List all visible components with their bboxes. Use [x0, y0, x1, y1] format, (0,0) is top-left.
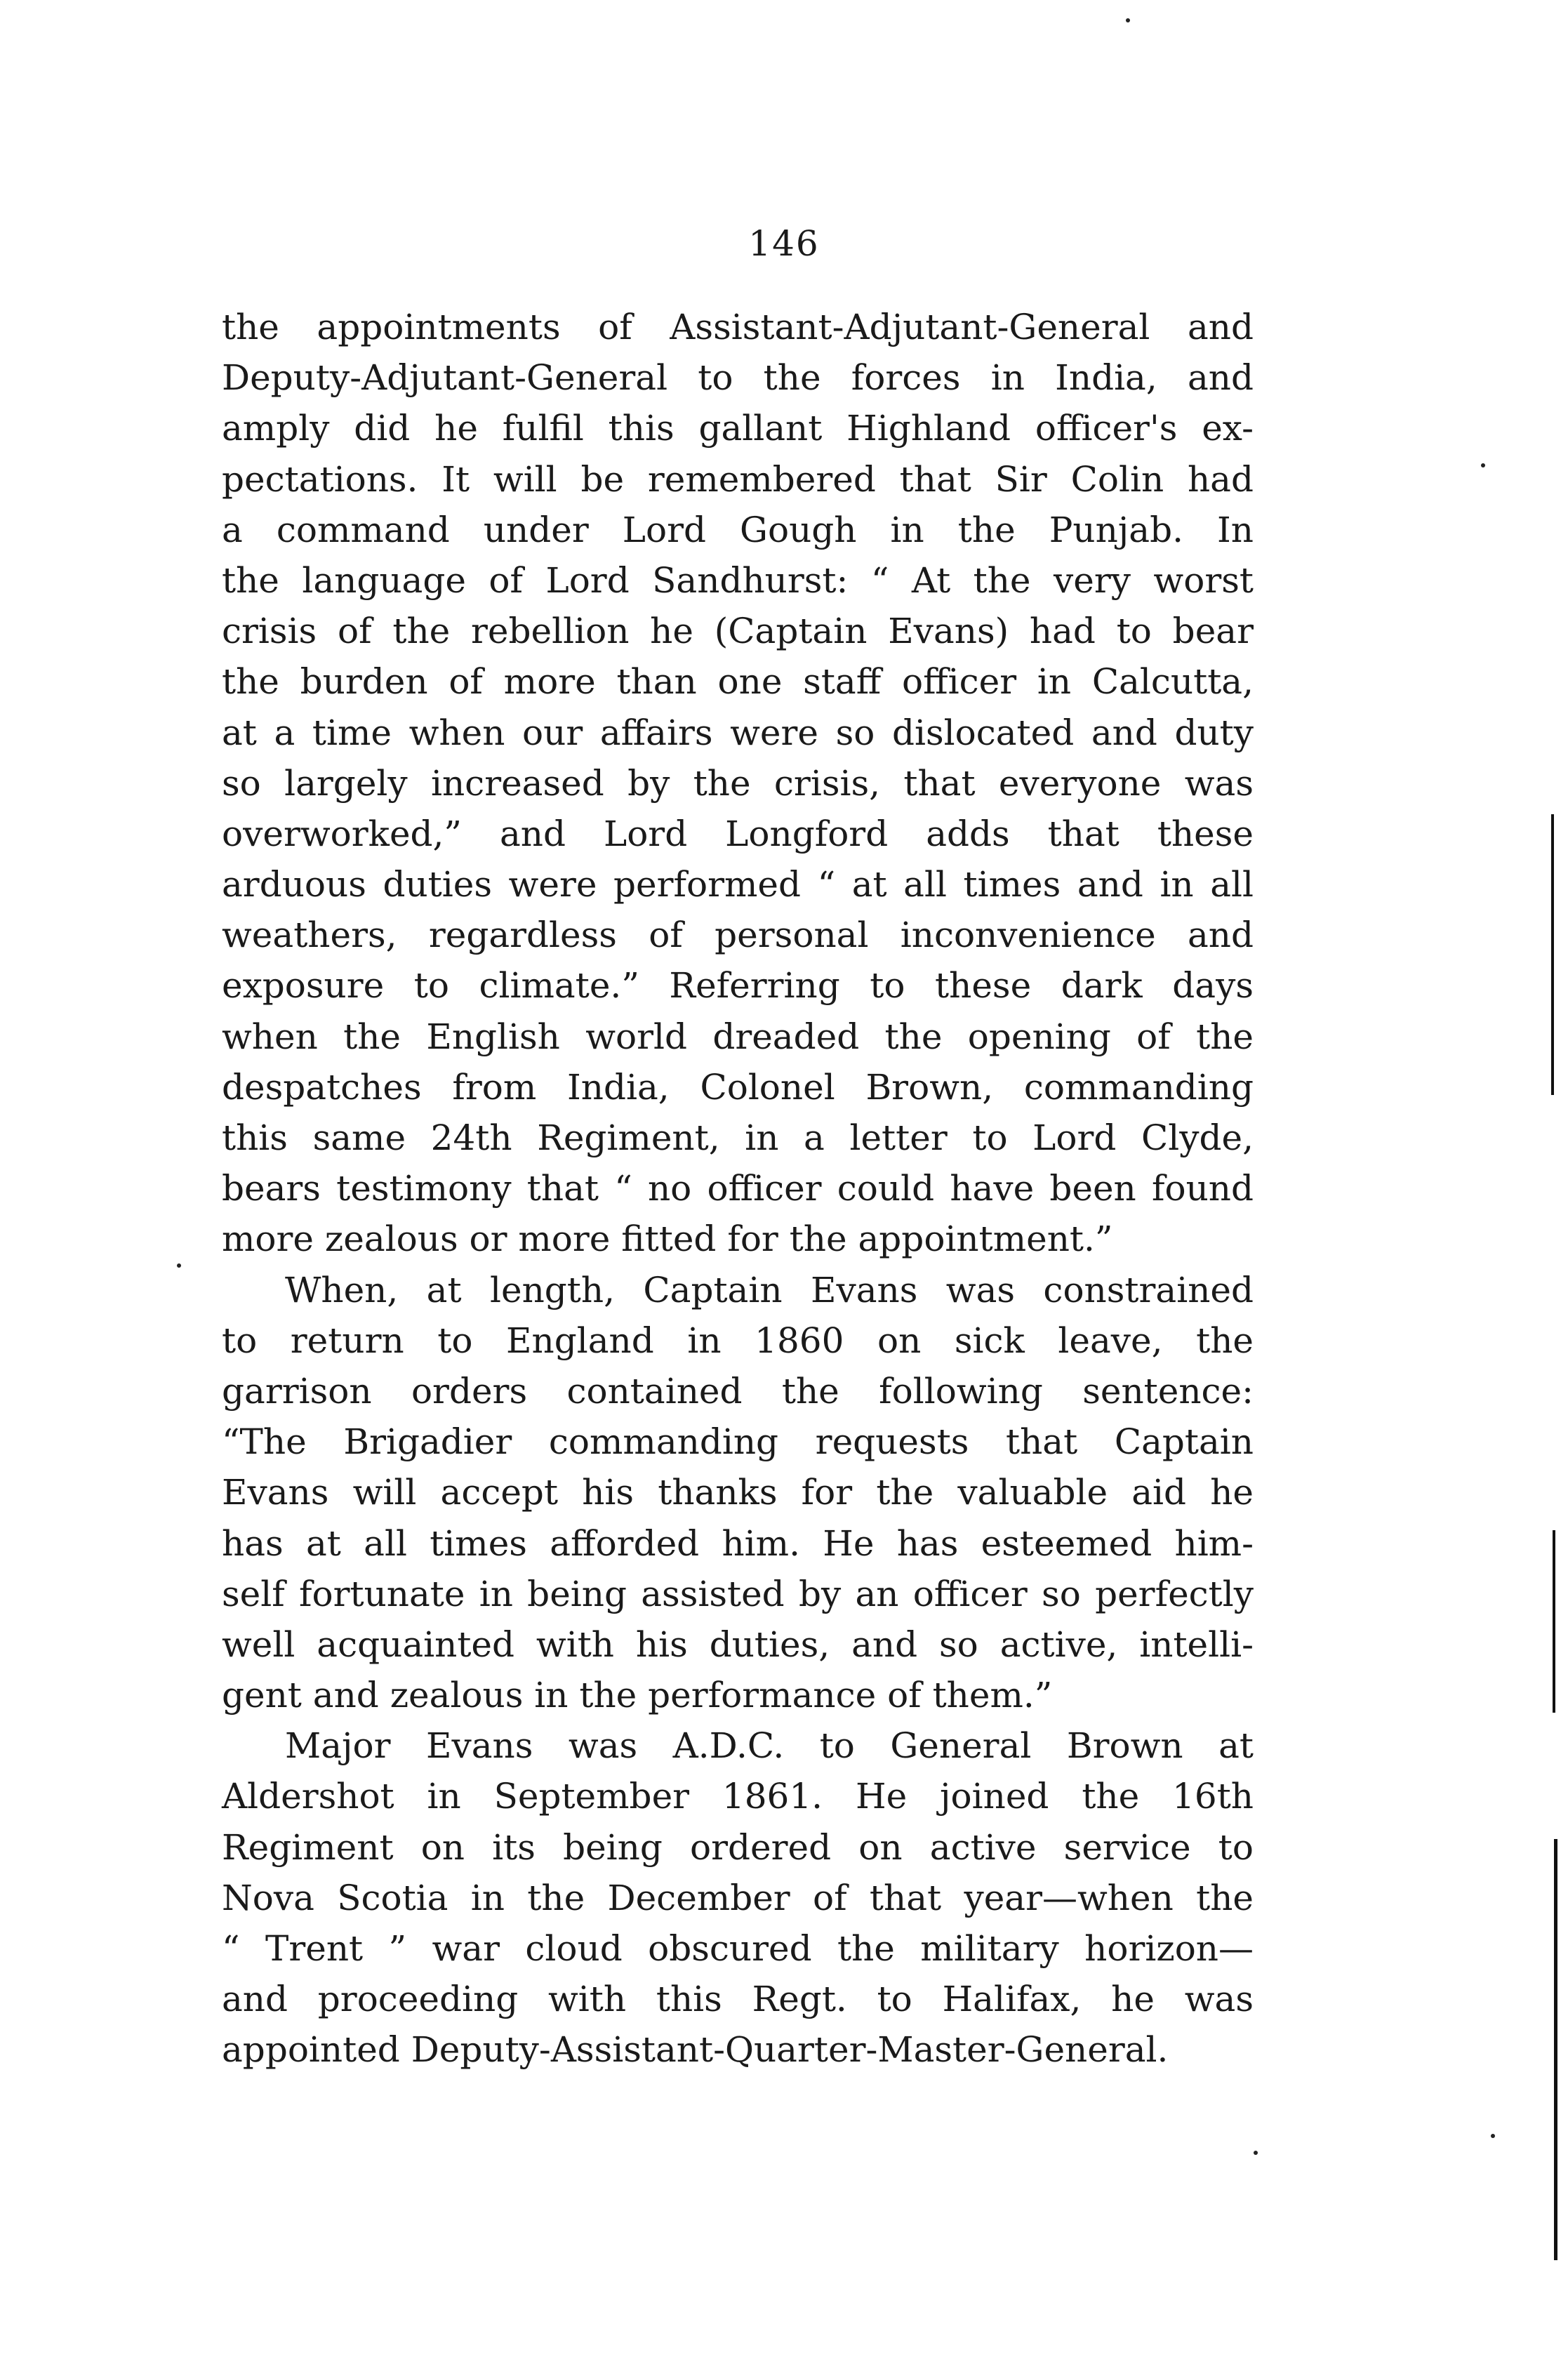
text-line: overworked,” and Lord Longford adds that these: [222, 813, 1254, 854]
text-line: “ Trent ” war cloud obscured the military horizon—: [222, 1928, 1254, 1969]
text-line: When, at length, Captain Evans was constrained: [285, 1269, 1254, 1310]
text-line: Nova Scotia in the December of that year—when the: [222, 1877, 1254, 1918]
page-number: 146: [748, 223, 820, 264]
text-line: a command under Lord Gough in the Punjab. In: [222, 509, 1254, 550]
text-line: more zealous or more fitted for the appointment.”: [222, 1219, 1113, 1260]
text-line: “The Brigadier commanding requests that Captain: [222, 1421, 1254, 1463]
text-line: appointed Deputy-Assistant-Quarter-Master-General.: [222, 2029, 1169, 2071]
text-line: Aldershot in September 1861. He joined the 16th: [222, 1776, 1254, 1817]
text-line: bears testimony that “ no officer could have been found: [222, 1168, 1254, 1209]
text-line: to return to England in 1860 on sick leave, the: [222, 1320, 1254, 1361]
paragraph: [222, 302, 1254, 1265]
scan-speck: [177, 1263, 181, 1268]
paragraph: [222, 1720, 1254, 2075]
text-line: has at all times afforded him. He has esteemed him-: [222, 1522, 1254, 1564]
text-line: crisis of the rebellion he (Captain Evans) had to bear: [222, 611, 1254, 652]
scan-speck: [1126, 18, 1130, 22]
paragraph: [222, 1265, 1254, 1721]
text-line: so largely increased by the crisis, that everyone was: [222, 762, 1254, 804]
scan-edge-mark: [1553, 1530, 1555, 1713]
text-line: despatches from India, Colonel Brown, commanding: [222, 1066, 1254, 1108]
text-line: at a time when our affairs were so dislocated and duty: [222, 712, 1254, 753]
text-line: exposure to climate.” Referring to these dark days: [222, 965, 1254, 1007]
text-line: amply did he fulfil this gallant Highland officer's ex-: [222, 408, 1254, 449]
text-line: pectations. It will be remembered that Sir Colin had: [222, 458, 1254, 500]
text-line: this same 24th Regiment, in a letter to Lord Clyde,: [222, 1117, 1254, 1158]
text-line: the appointments of Assistant-Adjutant-General and: [222, 307, 1254, 347]
text-line: and proceeding with this Regt. to Halifax, he was: [222, 1979, 1254, 2020]
text-line: Regiment on its being ordered on active service to: [222, 1826, 1254, 1868]
text-line: the language of Lord Sandhurst: “ At the very worst: [222, 559, 1254, 601]
text-line: when the English world dreaded the opening of the: [222, 1016, 1254, 1057]
text-line: the burden of more than one staff officer in Calcutta,: [222, 661, 1254, 703]
text-line: well acquainted with his duties, and so active, intelli-: [222, 1624, 1254, 1665]
scan-edge-mark: [1554, 1839, 1557, 2260]
text-line: self fortunate in being assisted by an officer so perfectly: [222, 1573, 1254, 1614]
text-line: Major Evans was A.D.C. to General Brown at: [285, 1725, 1254, 1767]
scan-speck: [1254, 2151, 1258, 2155]
text-line: garrison orders contained the following sentence:: [222, 1370, 1254, 1412]
text-line: weathers, regardless of personal inconvenience and: [222, 915, 1254, 956]
scan-speck: [1491, 2134, 1495, 2138]
page-body: [222, 302, 1254, 2076]
scan-speck: [1481, 463, 1485, 467]
text-line: arduous duties were performed “ at all times and in all: [222, 864, 1254, 905]
text-line: Evans will accept his thanks for the valuable aid he: [222, 1472, 1254, 1513]
text-line: Deputy-Adjutant-General to the forces in India, and: [222, 357, 1254, 399]
text-line: gent and zealous in the performance of them.”: [222, 1675, 1053, 1716]
scan-edge-mark: [1551, 814, 1554, 1095]
